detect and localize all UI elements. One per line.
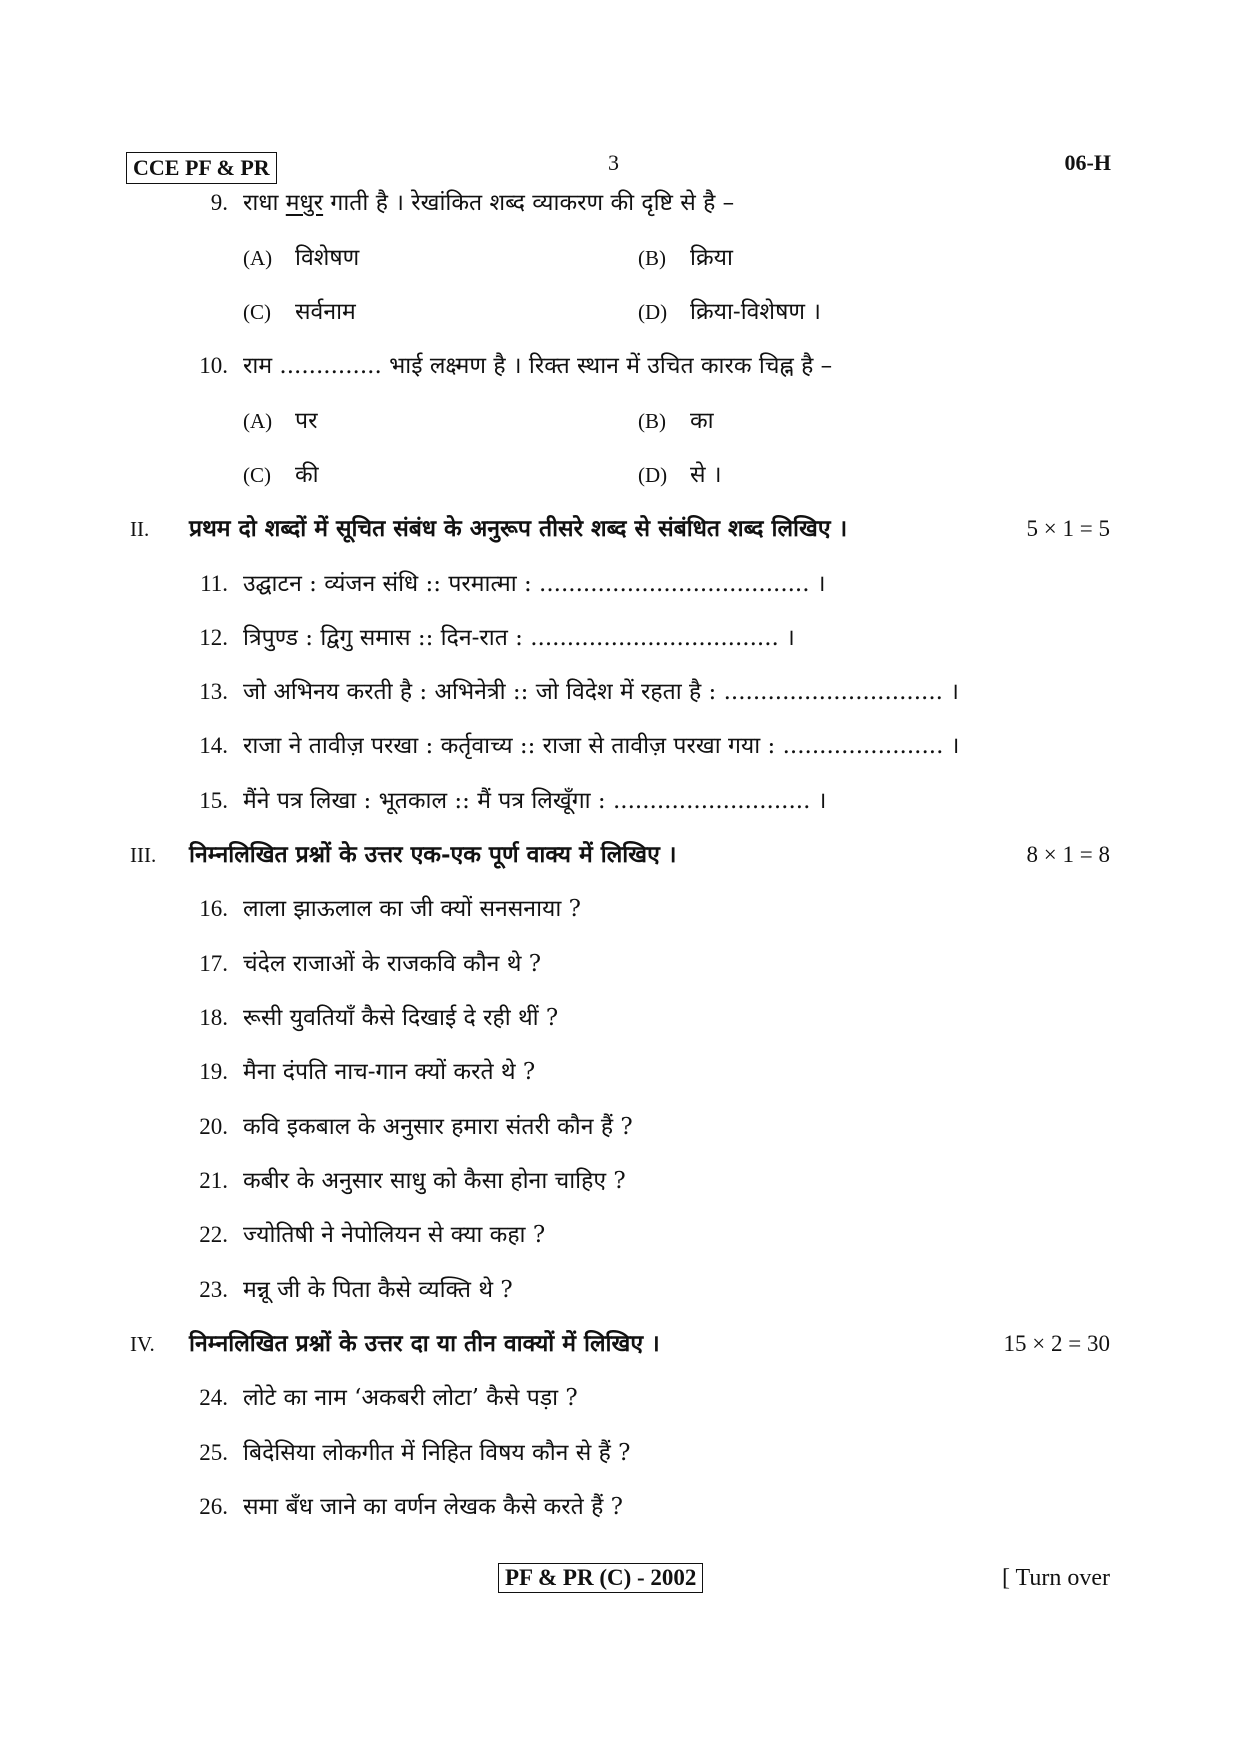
options-row bbox=[0, 292, 1240, 332]
question-20: 20. कवि इकबाल के अनुसार हमारा संतरी कौन हैं ? bbox=[199, 1114, 633, 1140]
section-number: III. bbox=[130, 843, 157, 867]
options-row bbox=[0, 238, 1240, 278]
question-15: 15. मैंने पत्र लिखा : भूतकाल :: मैं पत्र लिखूँगा : ........................... । bbox=[199, 788, 827, 814]
section-iii-heading bbox=[0, 835, 1240, 875]
question-number: 9. bbox=[210, 190, 228, 215]
section-iv-heading bbox=[0, 1324, 1240, 1364]
footer-code-box: PF & PR (C) - 2002 bbox=[498, 1563, 703, 1593]
section-title: निम्नलिखित प्रश्नों के उत्तर एक-एक पूर्ण वाक्य में लिखिए । bbox=[189, 841, 677, 868]
question-22: 22. ज्योतिषी ने नेपोलियन से क्या कहा ? bbox=[199, 1222, 546, 1248]
section-marks: 5 × 1 = 5 bbox=[1026, 516, 1110, 541]
underlined-word: मधुर bbox=[285, 190, 324, 216]
options-row bbox=[0, 455, 1240, 495]
options-row bbox=[0, 401, 1240, 441]
option-d: (D) क्रिया-विशेषण । bbox=[638, 299, 822, 325]
question-26: 26. समा बँध जाने का वर्णन लेखक कैसे करते हैं ? bbox=[199, 1494, 623, 1520]
turn-over-note: [ Turn over bbox=[1001, 1565, 1110, 1591]
exam-code-box: CCE PF & PR bbox=[126, 152, 277, 184]
question-21: 21. कबीर के अनुसार साधु को कैसा होना चाहिए ? bbox=[199, 1168, 626, 1194]
paper-code: 06-H bbox=[1064, 150, 1111, 175]
question-text: राधा मधुर गाती है । रेखांकित शब्द व्याकरण की दृष्टि से है – bbox=[243, 190, 735, 216]
section-title: प्रथम दो शब्दों में सूचित संबंध के अनुरूप तीसरे शब्द से संबंधित शब्द लिखिए । bbox=[189, 515, 848, 542]
question-23: 23. मन्नू जी के पिता कैसे व्यक्ति थे ? bbox=[199, 1277, 513, 1303]
option-a: (A) विशेषण bbox=[243, 245, 360, 271]
question-10 bbox=[0, 346, 1240, 386]
option-b: (B) क्रिया bbox=[638, 245, 733, 271]
section-number: II. bbox=[130, 517, 150, 541]
question-number: 10. bbox=[199, 353, 228, 378]
page-footer bbox=[0, 1563, 1240, 1603]
question-13: 13. जो अभिनय करती है : अभिनेत्री :: जो विदेश में रहता है : .............................. । bbox=[199, 679, 959, 705]
question-11: 11. उद्घाटन : व्यंजन संधि :: परमात्मा : ..................................... । bbox=[200, 571, 826, 597]
section-marks: 8 × 1 = 8 bbox=[1026, 842, 1110, 867]
option-c: (C) सर्वनाम bbox=[243, 299, 356, 325]
option-c: (C) की bbox=[243, 462, 319, 488]
question-16: 16. लाला झाऊलाल का जी क्यों सनसनाया ? bbox=[199, 896, 581, 922]
question-12: 12. त्रिपुण्ड : द्विगु समास :: दिन-रात : .................................. । bbox=[199, 625, 795, 651]
page-number: 3 bbox=[608, 150, 619, 175]
section-ii-heading bbox=[0, 509, 1240, 549]
question-25: 25. बिदेसिया लोकगीत में निहित विषय कौन से हैं ? bbox=[199, 1440, 631, 1466]
question-19: 19. मैना दंपति नाच-गान क्यों करते थे ? bbox=[199, 1059, 536, 1085]
question-17: 17. चंदेल राजाओं के राजकवि कौन थे ? bbox=[199, 951, 542, 977]
section-number: IV. bbox=[130, 1332, 155, 1356]
option-b: (B) का bbox=[638, 408, 714, 434]
question-18: 18. रूसी युवतियाँ कैसे दिखाई दे रही थीं ? bbox=[199, 1005, 559, 1031]
option-d: (D) से । bbox=[638, 462, 722, 488]
question-24: 24. लोटे का नाम ‘अकबरी लोटा’ कैसे पड़ा ? bbox=[199, 1385, 578, 1411]
question-text: राम .............. भाई लक्ष्मण है । रिक्त स्थान में उचित कारक चिह्न है – bbox=[243, 353, 833, 379]
section-title: निम्नलिखित प्रश्नों के उत्तर दा या तीन वाक्यों में लिखिए । bbox=[189, 1330, 660, 1357]
option-a: (A) पर bbox=[243, 408, 318, 434]
section-marks: 15 × 2 = 30 bbox=[1003, 1331, 1110, 1356]
question-14: 14. राजा ने तावीज़ परखा : कर्तृवाच्य :: राजा से तावीज़ परखा गया : ...................... । bbox=[199, 733, 960, 759]
question-9 bbox=[0, 183, 1240, 223]
